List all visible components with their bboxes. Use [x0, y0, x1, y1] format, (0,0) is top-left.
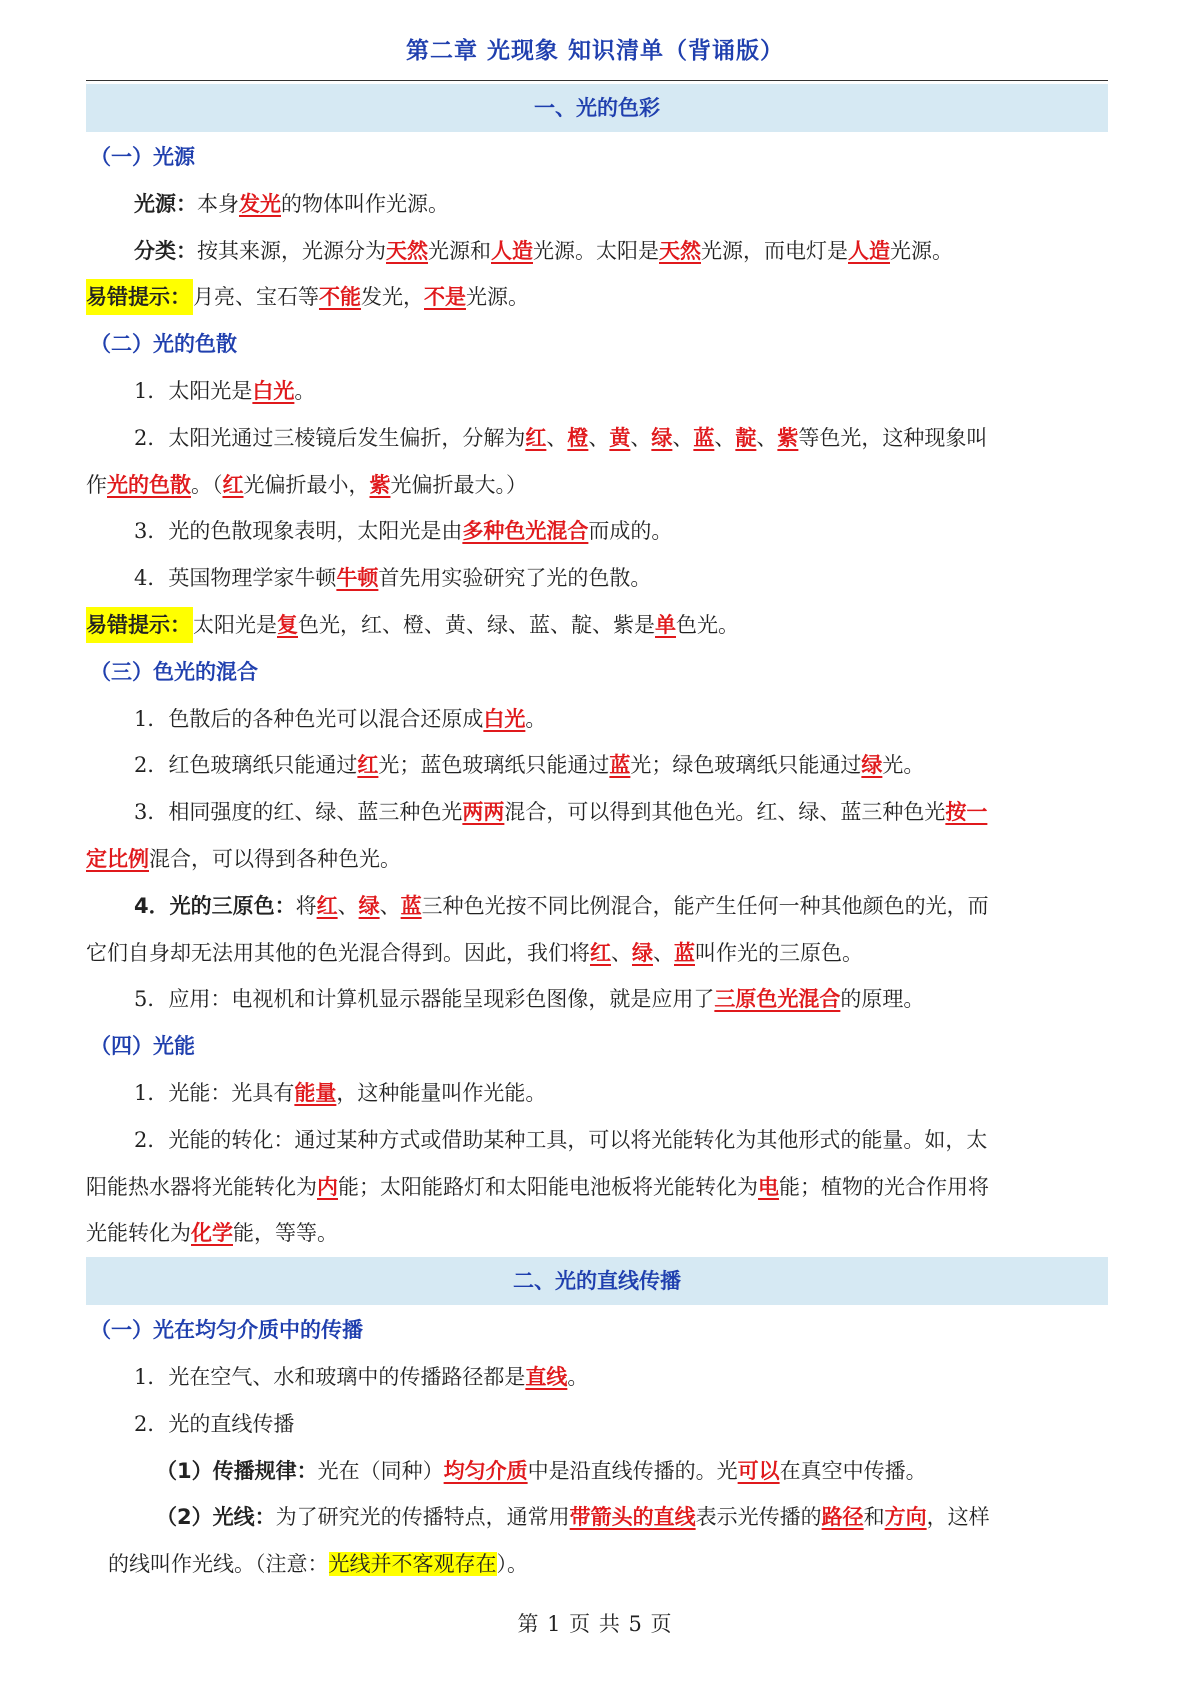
keyword: 绿 [861, 753, 883, 778]
subheading-dispersion: （二）光的色散 [90, 332, 237, 357]
subheading-color-mixing: （三）色光的混合 [90, 659, 258, 684]
keyword: 白光 [252, 378, 295, 403]
keyword: 均匀介质 [443, 1458, 528, 1483]
list-item-continuation: 光能转化为化学能，等等。 [86, 1221, 338, 1246]
keyword: 蓝 [609, 753, 631, 778]
paragraph-light-source-classification: 分类：按其来源，光源分为天然光源和人造光源。太阳是天然光源，而电灯是人造光源。 [134, 238, 953, 263]
list-item-continuation: 阳能热水器将光能转化为内能；太阳能路灯和太阳能电池板将光能转化为电能；植物的光合作用将 [86, 1174, 989, 1199]
term-label: 4．光的三原色： [134, 893, 296, 918]
list-item: 1．光能：光具有能量，这种能量叫作光能。 [134, 1080, 547, 1105]
section-banner-light-color: 一、光的色彩 [86, 84, 1108, 132]
list-subitem: （1）传播规律：光在（同种）均匀介质中是沿直线传播的。光可以在真空中传播。 [156, 1458, 927, 1483]
keyword: 天然 [659, 238, 701, 263]
keyword: 光的色散 [107, 472, 191, 497]
keyword: 黄 [609, 425, 631, 450]
list-subitem-continuation: 的线叫作光线。（注意：光线并不客观存在）。 [108, 1552, 528, 1577]
keyword: 蓝 [693, 425, 715, 450]
keyword: 人造 [491, 238, 533, 263]
keyword: 带箭头的直线 [569, 1505, 696, 1530]
section-banner-rectilinear-propagation: 二、光的直线传播 [86, 1257, 1108, 1305]
list-item-continuation: 它们自身却无法用其他的色光混合得到。因此，我们将红、绿、蓝叫作光的三原色。 [86, 940, 863, 965]
keyword: 红 [590, 940, 611, 965]
error-tip-label: 易错提示： [86, 607, 193, 643]
list-item: 1．太阳光是白光。 [134, 378, 316, 403]
keyword: 定比例 [86, 846, 149, 871]
document-body [86, 84, 1108, 1588]
keyword: 发光 [239, 191, 281, 216]
keyword: 电 [758, 1174, 779, 1199]
keyword: 两两 [462, 800, 505, 825]
error-tip-dispersion: 易错提示：太阳光是复色光，红、橙、黄、绿、蓝、靛、紫是单色光。 [86, 602, 1108, 649]
list-item-continuation: 定比例混合，可以得到各种色光。 [86, 846, 401, 871]
keyword: 直线 [525, 1364, 568, 1389]
keyword: 三原色光混合 [714, 987, 841, 1012]
term-label: （2）光线： [156, 1505, 276, 1530]
list-subitem: （2）光线：为了研究光的传播特点，通常用带箭头的直线表示光传播的路径和方向，这样 [156, 1505, 990, 1530]
keyword: 紫 [777, 425, 799, 450]
list-item-continuation: 作光的色散。（红光偏折最小，紫光偏折最大。） [86, 472, 527, 497]
subheading-light-source: （一）光源 [90, 145, 195, 169]
keyword: 红 [357, 753, 379, 778]
keyword: 绿 [651, 425, 673, 450]
keyword: 红 [525, 425, 547, 450]
error-tip-light-source: 易错提示：月亮、宝石等不能发光，不是光源。 [86, 274, 1108, 321]
keyword: 路径 [821, 1505, 864, 1530]
term-label: 光源： [134, 191, 197, 216]
list-item: 4．光的三原色：将红、绿、蓝三种色光按不同比例混合，能产生任何一种其他颜色的光，而 [134, 893, 989, 918]
list-item: 2．光能的转化：通过某种方式或借助某种工具，可以将光能转化为其他形式的能量。如，太 [134, 1127, 988, 1152]
page-number: 第 1 页 共 5 页 [517, 1612, 673, 1636]
keyword: 绿 [632, 940, 653, 965]
highlighted-note: 光线并不客观存在 [328, 1552, 497, 1577]
list-item: 4．英国物理学家牛顿牛顿首先用实验研究了光的色散。 [134, 566, 652, 591]
paragraph-light-source-definition: 光源：本身发光的物体叫作光源。 [134, 191, 449, 216]
list-item: 3．光的色散现象表明，太阳光是由多种色光混合而成的。 [134, 519, 673, 544]
subheading-light-energy: （四）光能 [90, 1034, 195, 1059]
keyword: 红 [316, 893, 338, 918]
keyword: 白光 [483, 706, 526, 731]
keyword: 人造 [848, 238, 890, 263]
keyword: 不能 [319, 285, 361, 310]
keyword: 单 [655, 612, 676, 637]
list-item: 5．应用：电视机和计算机显示器能呈现彩色图像，就是应用了三原色光混合的原理。 [134, 987, 925, 1012]
keyword: 化学 [191, 1221, 233, 1246]
keyword: 方向 [884, 1505, 927, 1530]
keyword: 靛 [735, 425, 757, 450]
list-item: 3．相同强度的红、绿、蓝三种色光两两混合，可以得到其他色光。红、绿、蓝三种色光按一 [134, 800, 988, 825]
list-item: 1．色散后的各种色光可以混合还原成白光。 [134, 706, 547, 731]
keyword: 复 [277, 612, 298, 637]
list-item: 1．光在空气、水和玻璃中的传播路径都是直线。 [134, 1364, 589, 1389]
keyword: 牛顿 [336, 566, 379, 591]
keyword: 可以 [737, 1458, 780, 1483]
keyword: 橙 [567, 425, 589, 450]
keyword: 蓝 [674, 940, 695, 965]
list-item: 2．太阳光通过三棱镜后发生偏折，分解为红、橙、黄、绿、蓝、靛、紫等色光，这种现象叫 [134, 425, 988, 450]
list-item: 2．光的直线传播 [134, 1411, 295, 1436]
list-item: 2．红色玻璃纸只能通过红光；蓝色玻璃纸只能通过蓝光；绿色玻璃纸只能通过绿光。 [134, 753, 925, 778]
error-tip-label: 易错提示： [86, 279, 193, 315]
keyword: 能量 [294, 1080, 337, 1105]
subheading-uniform-medium: （一）光在均匀介质中的传播 [90, 1318, 363, 1343]
keyword: 蓝 [400, 893, 422, 918]
keyword: 多种色光混合 [462, 519, 589, 544]
title-divider [86, 80, 1108, 81]
keyword: 红 [222, 472, 244, 497]
keyword: 天然 [386, 238, 428, 263]
document-title: 第二章 光现象 知识清单（背诵版） [405, 38, 784, 64]
keyword: 内 [317, 1174, 338, 1199]
keyword: 按一 [945, 800, 988, 825]
keyword: 紫 [369, 472, 391, 497]
term-label: （1）传播规律： [156, 1458, 318, 1483]
keyword: 不是 [424, 285, 466, 310]
term-label: 分类： [134, 238, 197, 263]
keyword: 绿 [358, 893, 380, 918]
